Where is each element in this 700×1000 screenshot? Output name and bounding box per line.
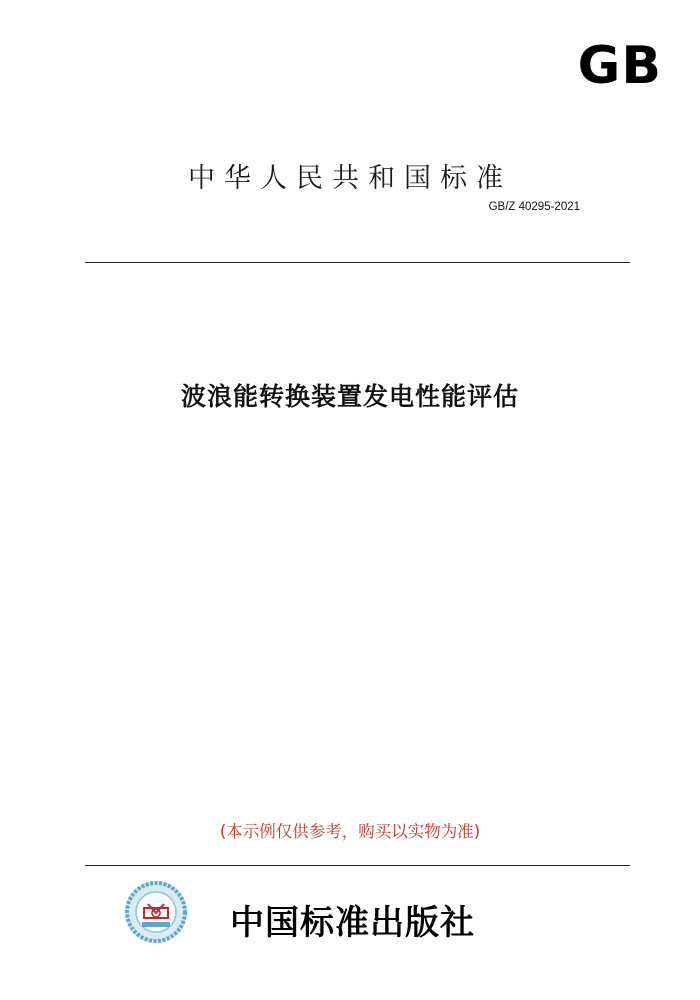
top-divider <box>85 262 630 263</box>
bottom-divider <box>85 865 630 866</box>
standard-type-heading: 中华人民共和国标准 <box>188 163 512 194</box>
document-title: 波浪能转换装置发电性能评估 <box>180 382 519 411</box>
sample-notice: (本示例仅供参考，购买以实物为准) <box>219 822 481 841</box>
gb-logo: GB <box>577 36 662 96</box>
standard-number: GB/Z 40295-2021 <box>488 201 580 213</box>
publisher-seal-icon <box>124 880 188 944</box>
publisher-name: 中国标准出版社 <box>230 903 475 943</box>
